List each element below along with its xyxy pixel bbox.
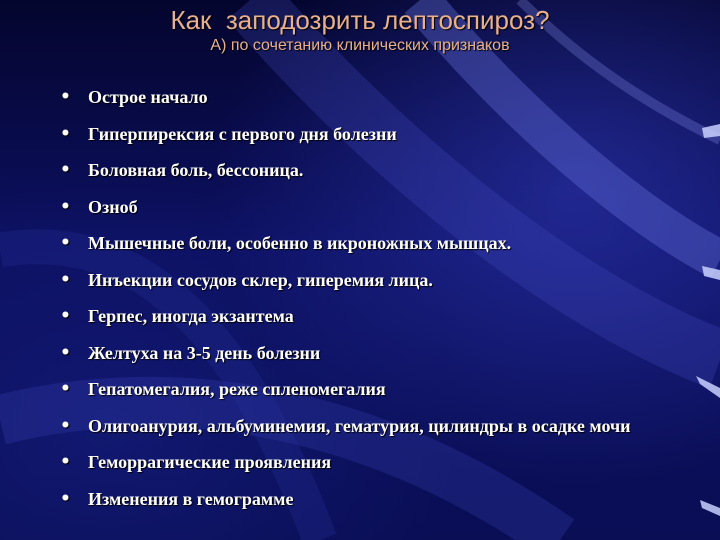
bullet-dot-icon: • <box>60 452 71 472</box>
bullet-dot-icon: • <box>60 269 71 290</box>
bullet-dot-icon: • <box>60 342 71 363</box>
bullet-text: Мышечные боли, особенно в икроножных мышцах. <box>88 233 512 253</box>
bullet-dot-icon: • <box>60 123 71 144</box>
bullet-text: Боловная боль, бессоница. <box>88 160 304 180</box>
bullet-dot-icon: • <box>60 415 71 436</box>
bullet-item <box>60 232 700 254</box>
bullet-item <box>60 196 700 218</box>
bullet-dot-icon: • <box>60 233 71 253</box>
bullet-item <box>60 342 700 364</box>
bullet-item <box>60 305 700 327</box>
slide-title: Как заподозрить лептоспироз? <box>170 5 550 35</box>
bullet-text: Гиперпирексия с первого дня болезни <box>88 123 397 144</box>
bullet-dot-icon: • <box>60 87 71 107</box>
bullet-item <box>60 378 700 400</box>
bullet-item <box>60 451 700 473</box>
slide-subtitle: А) по сочетанию клинических признаков <box>210 37 510 54</box>
bullet-dot-icon: • <box>60 160 71 180</box>
bullet-list <box>60 86 700 524</box>
bullet-text: Герпес, иногда экзантема <box>88 306 294 326</box>
bullet-text: Олигоанурия, альбуминемия, гематурия, цилиндры в осадке мочи <box>88 415 631 436</box>
bullet-item <box>60 488 700 510</box>
title-block <box>0 4 720 56</box>
bullet-item <box>60 86 700 108</box>
bullet-item <box>60 123 700 145</box>
bullet-item <box>60 269 700 291</box>
bullet-item <box>60 159 700 181</box>
bullet-dot-icon: • <box>60 488 71 509</box>
bullet-dot-icon: • <box>60 306 71 326</box>
bullet-text: Острое начало <box>88 87 208 107</box>
bullet-dot-icon: • <box>60 196 71 217</box>
bullet-text: Желтуха на 3-5 день болезни <box>88 342 321 363</box>
bullet-text: Изменения в гемограмме <box>88 488 294 509</box>
bullet-text: Озноб <box>88 196 138 217</box>
bullet-dot-icon: • <box>60 379 71 399</box>
bullet-text: Геморрагические проявления <box>88 452 332 472</box>
bullet-item <box>60 415 700 437</box>
bullet-text: Инъекции сосудов склер, гиперемия лица. <box>88 269 433 290</box>
bullet-text: Гепатомегалия, реже спленомегалия <box>88 379 386 399</box>
